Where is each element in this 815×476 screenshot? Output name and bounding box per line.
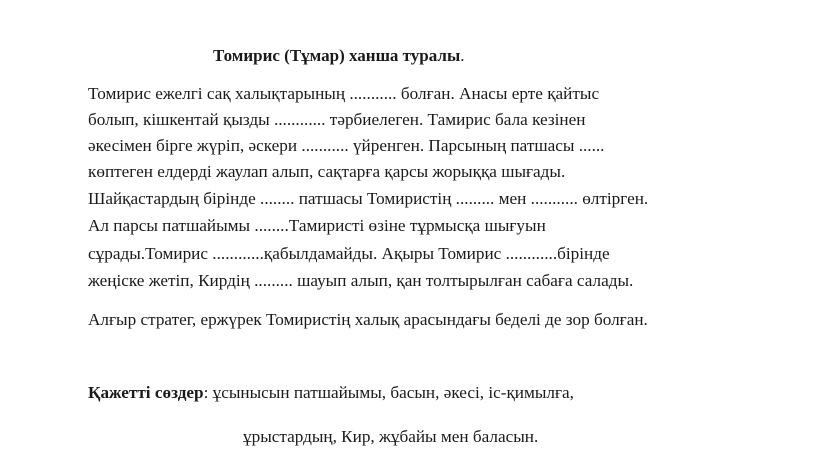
paragraph-line-4: көптеген елдерді жаулап алып, сақтарға қарсы жорыққа шығады. [88,162,566,181]
paragraph-line-3: әкесімен бірге жүріп, әскери ........... үйренген. Парсының патшасы ...... [88,136,605,155]
required-words-line-2: ұрыстардың, Кир, жұбайы мен баласын. [243,427,539,446]
title-period: . [460,46,465,65]
required-words-label: Қажетті сөздер [88,383,204,402]
paragraph-line-7: сұрады.Томирис ............қабылдамайды. Ақыры Томирис ............бірінде [88,244,610,263]
paragraph-line-6: Ал парсы патшайымы ........Тамиристі өзіне тұрмысқа шығуын [88,216,546,235]
required-words-line-1 [88,383,574,403]
paragraph-line-5: Шайқастардың бірінде ........ патшасы Томиристің ......... мен ........... өлтірген. [88,189,649,208]
paragraph-line-8: жеңіске жетіп, Кирдің ......... шауып алып, қан толтырылған сабаға салады. [88,271,634,290]
closing-line: Алғыр стратег, ержүрек Томиристің халық арасындағы беделі де зор болған. [88,310,648,329]
document-title [213,46,464,66]
required-words-list-1: : ұсынысын патшайымы, басын, әкесі, іс-қимылға, [203,383,574,402]
paragraph-line-2: болып, кішкентай қызды ............ тәрбиелеген. Тамирис бала кезінен [88,110,586,129]
paragraph-line-1: Томирис ежелгі сақ халықтарының ........... болған. Анасы ерте қайтыс [88,84,600,103]
title-text: Томирис (Тұмар) ханша туралы [213,46,461,65]
